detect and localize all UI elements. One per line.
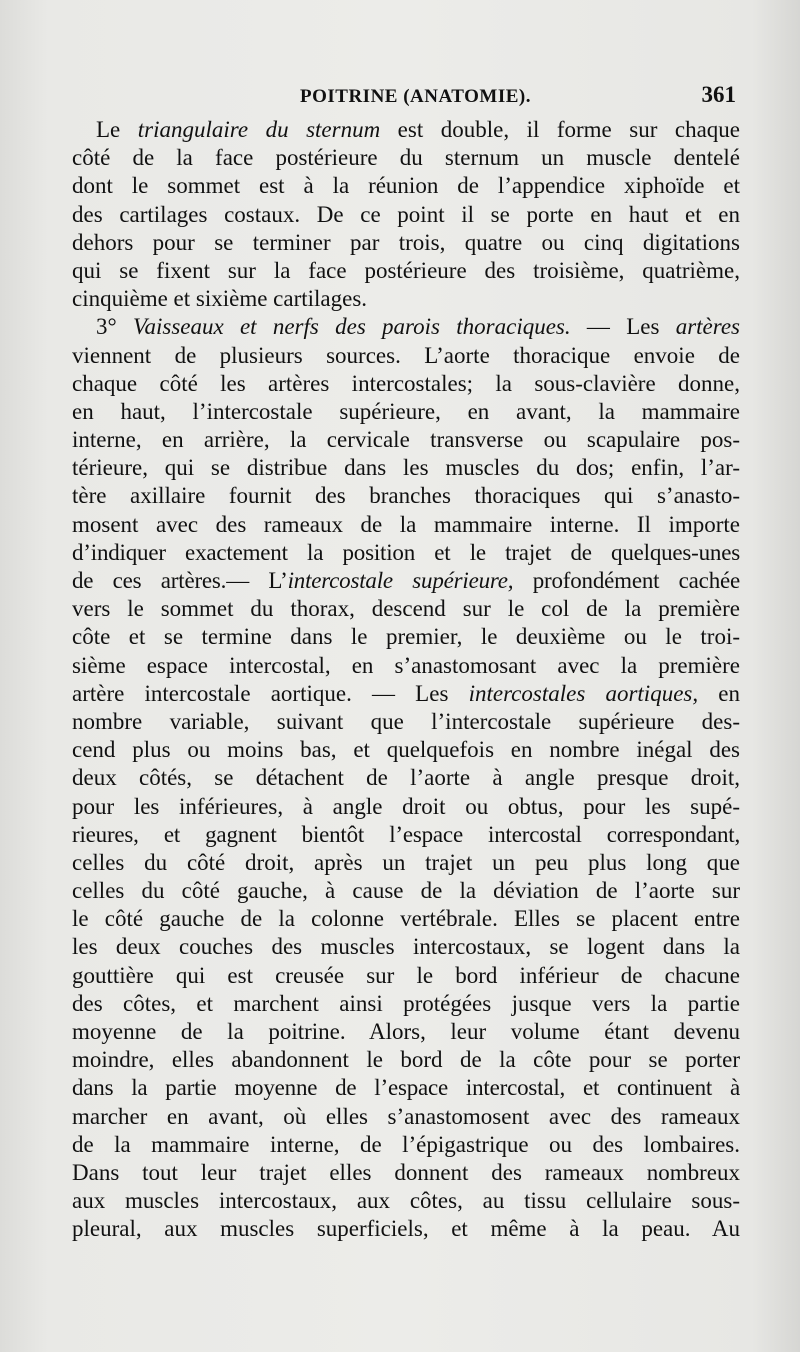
text-line: pour les inférieures, à angle droit ou obtus, pour les supé- [72,793,740,819]
text-line: chaque côté les artères intercostales; la sous-clavière donne, [72,370,740,396]
text-line: artère intercostale aortique. — Les intercostales aortiques, en [72,680,741,706]
text-line: sième espace intercostal, en s’anastomosant avec la première [72,652,740,678]
text-line: les deux couches des muscles intercostaux, se logent dans la [72,934,740,960]
text-line: côte et se termine dans le premier, le deuxième ou le troi- [72,624,740,650]
body-text [72,116,740,1244]
text-line: tère axillaire fournit des branches thoraciques qui s’anasto- [72,483,740,509]
text-line: de la mammaire interne, de l’épigastrique ou des lombaires. [72,1131,740,1157]
text-line: rieures, et gagnent bientôt l’espace intercostal correspondant, [72,821,740,847]
text-line: dont le sommet est à la réunion de l’appendice xiphoïde et [72,173,740,199]
text-line: gouttière qui est creusée sur le bord inférieur de chacune [72,962,740,988]
page-number: 361 [701,82,736,107]
text-line: cend plus ou moins bas, et quelquefois en nombre inégal des [72,737,740,763]
text-line: pleural, aux muscles superficiels, et même à la peau. Au [72,1216,740,1242]
text-line: dans la partie moyenne de l’espace intercostal, et continuent à [72,1075,740,1101]
text-line: interne, en arrière, la cervicale transverse ou scapulaire pos- [72,427,740,453]
text-line: d’indiquer exactement la position et le trajet de quelques-unes [72,539,740,565]
text-line: des côtes, et marchent ainsi protégées jusque vers la partie [72,990,740,1016]
text-line: moyenne de la poitrine. Alors, leur volume étant devenu [72,1019,740,1044]
text-line: térieure, qui se distribue dans les muscles du dos; enfin, l’ar- [72,455,740,481]
text-line: celles du côté gauche, à cause de la déviation de l’aorte sur [72,878,740,904]
text-line: qui se fixent sur la face postérieure des troisième, quatrième, [72,257,740,283]
text-line: vers le sommet du thorax, descend sur le col de la première [72,596,740,622]
text-line: cinquième et sixième cartilages. [72,286,368,312]
text-line: moindre, elles abandonnent le bord de la côte pour se porter [72,1047,740,1073]
text-line: Le triangulaire du sternum est double, il forme sur chaque [96,117,740,142]
text-line: aux muscles intercostaux, aux côtes, au tissu cellulaire sous- [72,1188,740,1214]
text-line: le côté gauche de la colonne vertébrale. Elles se placent entre [72,906,740,932]
text-line: de ces artères.— L’intercostale supérieure, profondément cachée [72,568,741,593]
page-header [0,80,800,116]
text-line: celles du côté droit, après un trajet un peu plus long que [72,849,740,875]
text-line: en haut, l’intercostale supérieure, en avant, la mammaire [72,398,740,424]
text-line: Dans tout leur trajet elles donnent des rameaux nombreux [72,1159,740,1185]
text-line: viennent de plusieurs sources. L’aorte thoracique envoie de [72,342,740,368]
text-line: des cartilages costaux. De ce point il se porte en haut et en [72,201,740,227]
section-heading-line: 3° Vaisseaux et nerfs des parois thoraciques. — Les artères [96,314,740,340]
text-line: deux côtés, se détachent de l’aorte à angle presque droit, [72,765,740,791]
text-line: mosent avec des rameaux de la mammaire interne. Il importe [72,511,740,537]
text-line: marcher en avant, où elles s’anastomosent avec des rameaux [72,1103,740,1129]
text-line: côté de la face postérieure du sternum un muscle dentelé [72,145,740,171]
running-head: POITRINE (ANATOMIE). [300,86,531,107]
text-line: dehors pour se terminer par trois, quatre ou cinq digitations [72,229,740,255]
text-line: nombre variable, suivant que l’intercostale supérieure des- [72,708,740,734]
